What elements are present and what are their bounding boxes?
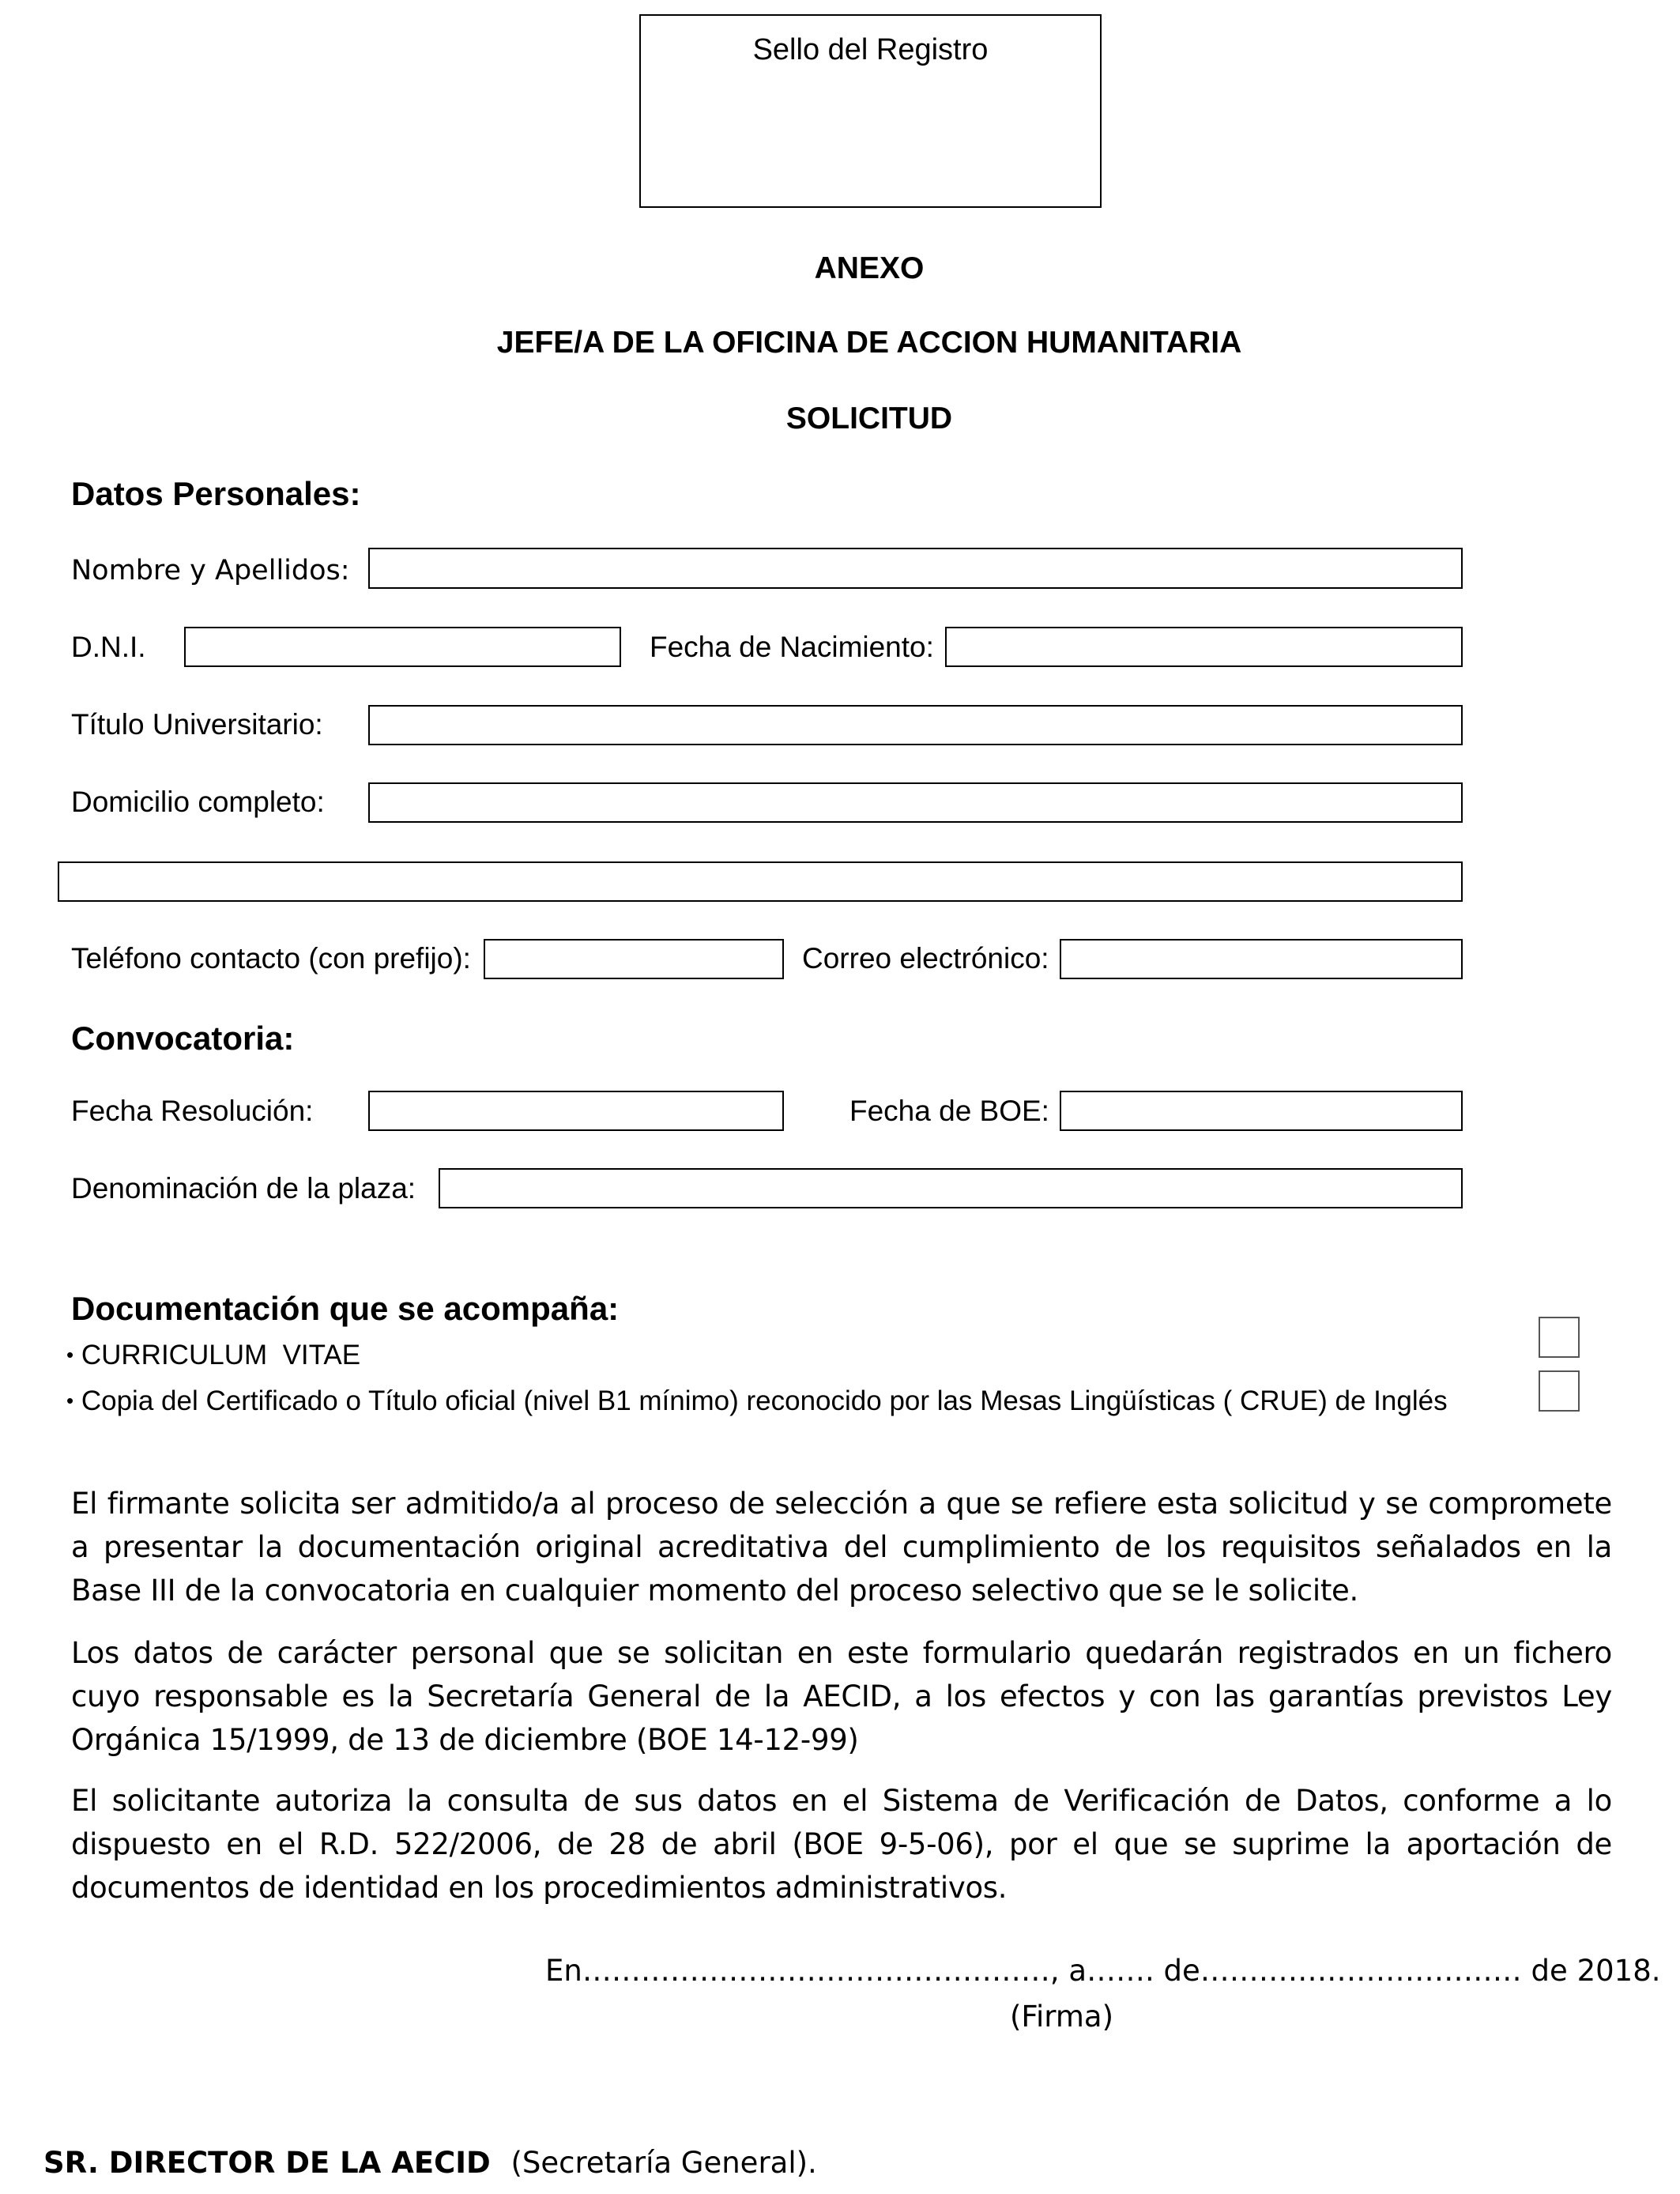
dni-label: D.N.I. bbox=[71, 631, 146, 663]
registry-stamp-label: Sello del Registro bbox=[752, 33, 989, 66]
birth-date-label: Fecha de Nacimiento: bbox=[650, 631, 934, 663]
registry-stamp-box bbox=[639, 14, 1102, 208]
name-field[interactable] bbox=[368, 548, 1463, 589]
document-item-label: CURRICULUM VITAE bbox=[81, 1340, 361, 1370]
resolution-date-field[interactable] bbox=[368, 1091, 784, 1131]
bullet-icon: • bbox=[66, 1343, 74, 1367]
request-paragraph: El firmante solicita ser admitido/a al proceso de selección a que se refiere esta solicitud y se compromete a presentar la documentación original acreditativa del cumplimiento de los requisitos señalados en la Base III de la convocatoria en cualquier momento del proceso selectivo que se le solicite. bbox=[71, 1487, 1612, 1608]
call-heading: Convocatoria: bbox=[71, 1020, 295, 1057]
post-name-label: Denominación de la plaza: bbox=[71, 1172, 416, 1204]
cv-checkbox[interactable] bbox=[1539, 1317, 1580, 1358]
dni-field[interactable] bbox=[184, 627, 621, 667]
personal-data-heading: Datos Personales: bbox=[71, 475, 361, 512]
addressee-bold: SR. DIRECTOR DE LA AECID bbox=[43, 2146, 491, 2180]
post-name-field[interactable] bbox=[439, 1168, 1463, 1208]
name-label: Nombre y Apellidos: bbox=[71, 555, 350, 586]
certificate-checkbox[interactable] bbox=[1539, 1370, 1580, 1412]
address-field[interactable] bbox=[368, 782, 1463, 823]
boe-date-field[interactable] bbox=[1060, 1091, 1463, 1131]
addressee-line bbox=[43, 2146, 817, 2180]
authorization-paragraph: El solicitante autoriza la consulta de sus datos en el Sistema de Verificación de Datos, conforme a lo dispuesto en el R.D. 522/2006, de 28 de abril (BOE 9-5-06), por el que se suprime la aportación de documentos de identidad en los procedimientos administrativos. bbox=[71, 1784, 1612, 1905]
place-date-line: En…………………………………………, a……. de…………………………… de 2018. bbox=[545, 1954, 1661, 1988]
signature-label: (Firma) bbox=[1010, 2000, 1114, 2034]
addressee-rest: (Secretaría General). bbox=[510, 2146, 817, 2180]
address-label: Domicilio completo: bbox=[71, 786, 325, 818]
phone-field[interactable] bbox=[484, 939, 784, 979]
email-label: Correo electrónico: bbox=[802, 942, 1049, 974]
annex-title: ANEXO bbox=[814, 251, 925, 285]
request-title: SOLICITUD bbox=[785, 401, 953, 435]
address-field-line-2[interactable] bbox=[58, 861, 1463, 902]
position-title: JEFE/A DE LA OFICINA DE ACCION HUMANITARIA bbox=[496, 326, 1242, 360]
document-item-certificate bbox=[66, 1387, 1448, 1415]
phone-label: Teléfono contacto (con prefijo): bbox=[71, 942, 471, 974]
degree-label: Título Universitario: bbox=[71, 708, 323, 741]
documents-heading: Documentación que se acompaña: bbox=[71, 1290, 620, 1327]
document-item-label: Copia del Certificado o Título oficial (nivel B1 mínimo) reconocido por las Mesas Lingüísticas ( CRUE) de Inglés bbox=[81, 1385, 1448, 1416]
document-item-cv bbox=[66, 1341, 360, 1369]
birth-date-field[interactable] bbox=[945, 627, 1463, 667]
bullet-icon: • bbox=[66, 1389, 74, 1412]
resolution-date-label: Fecha Resolución: bbox=[71, 1095, 314, 1127]
email-field[interactable] bbox=[1060, 939, 1463, 979]
degree-field[interactable] bbox=[368, 705, 1463, 745]
privacy-paragraph: Los datos de carácter personal que se solicitan en este formulario quedarán registrados en un fichero cuyo responsable es la Secretaría General de la AECID, a los efectos y con las garantías previstos Ley Orgánica 15/1999, de 13 de diciembre (BOE 14-12-99) bbox=[71, 1636, 1612, 1757]
boe-date-label: Fecha de BOE: bbox=[849, 1095, 1049, 1127]
